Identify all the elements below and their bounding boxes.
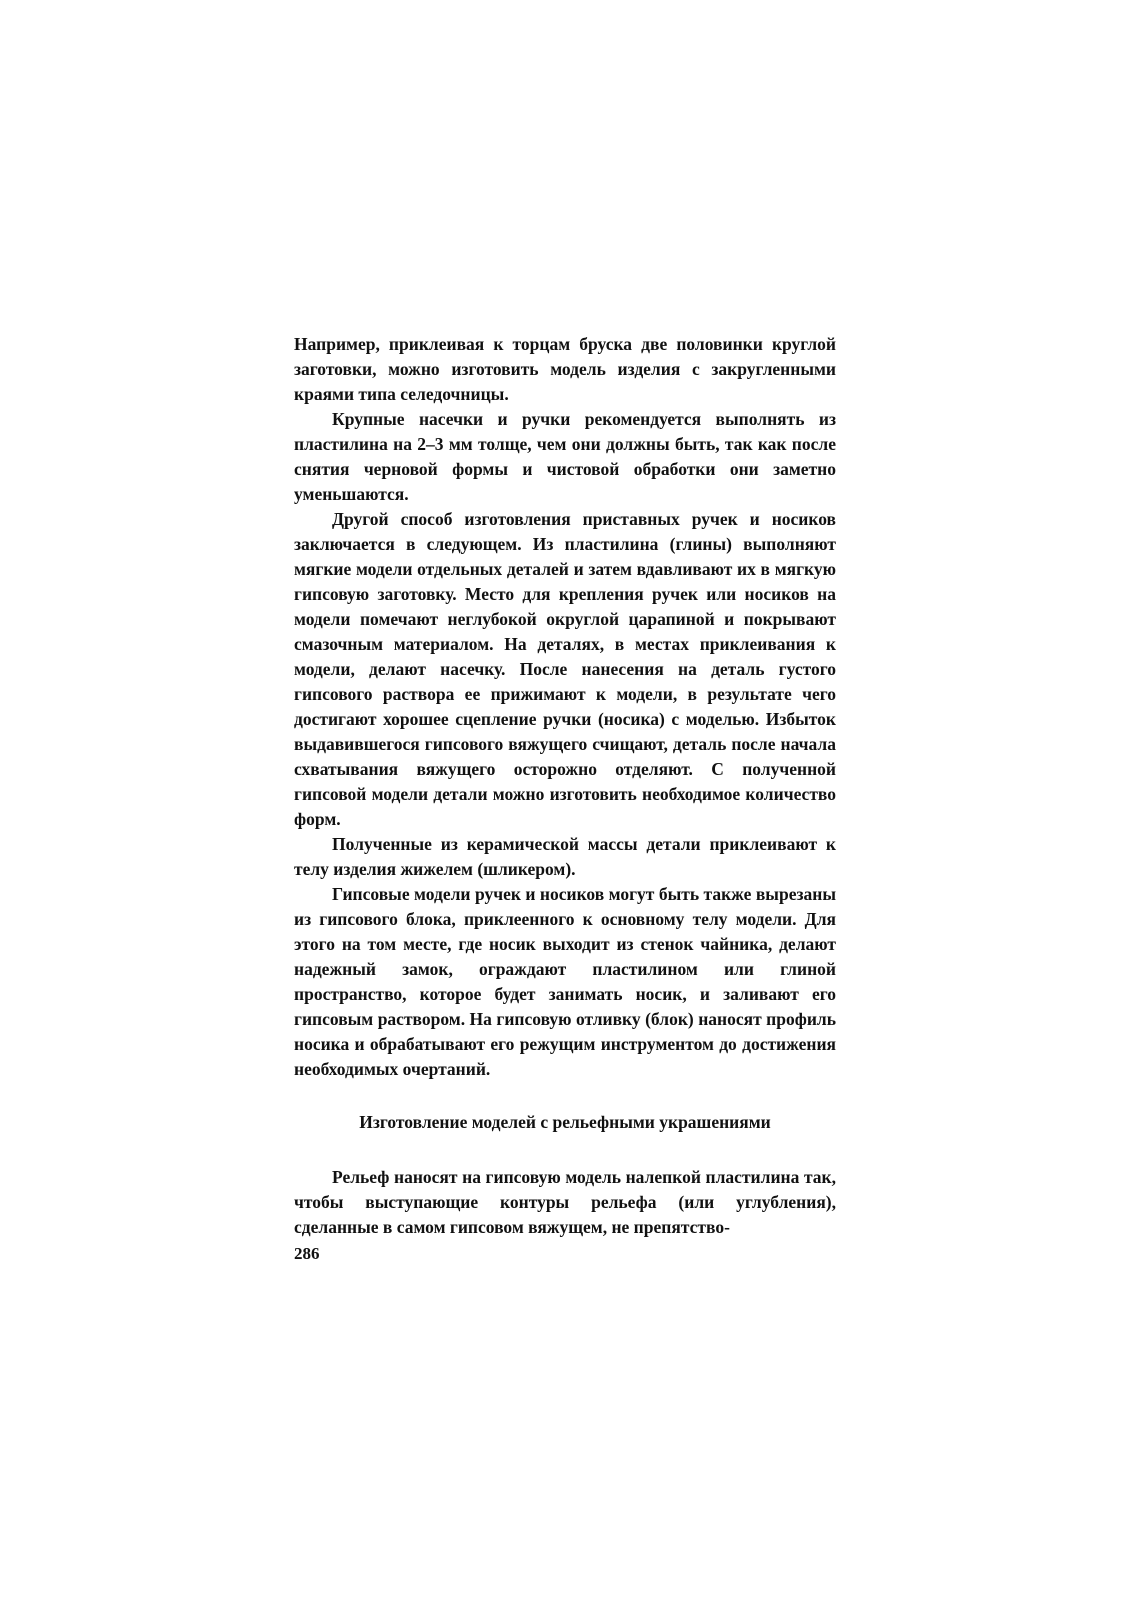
paragraph-4: Полученные из керамической массы детали приклеивают к телу изделия жижелем (шликером).: [294, 834, 836, 879]
section-heading: Изготовление моделей с рельефными украшениями: [359, 1112, 771, 1132]
paragraph-1: Например, приклеивая к торцам бруска две половинки круглой заготовки, можно изготовить модель изделия с закругленными краями типа селедочницы.: [294, 334, 836, 404]
paragraph-6: Рельеф наносят на гипсовую модель налепкой пластилина так, чтобы выступающие контуры рельефа (или углубления), сделанные в самом гипсовом вяжущем, не препятство-: [294, 1167, 836, 1237]
paragraph-5: Гипсовые модели ручек и носиков могут быть также вырезаны из гипсового блока, приклеенного к основному телу модели. Для этого на том месте, где носик выходит из стенок чайника, делают надежный замок, ограждают пластилином или глиной пространство, которое будет занимать носик, и заливают его гипсовым раствором. На гипсовую отливку (блок) наносят профиль носика и обрабатывают его режущим инструментом до достижения необходимых очертаний.: [294, 884, 836, 1079]
page-text: [294, 332, 836, 1240]
paragraph-2: Крупные насечки и ручки рекомендуется выполнять из пластилина на 2–3 мм толще, чем они должны быть, так как после снятия черновой формы и чистовой обработки они заметно уменьшаются.: [294, 409, 836, 504]
page-number: 286: [294, 1244, 320, 1263]
paragraph-3: Другой способ изготовления приставных ручек и носиков заключается в следующем. Из пластилина (глины) выполняют мягкие модели отдельных деталей и затем вдавливают их в мягкую гипсовую заготовку. Место для крепления ручек или носиков на модели помечают неглубокой округлой царапиной и покрывают смазочным материалом. На деталях, в местах приклеивания к модели, делают насечку. После нанесения на деталь густого гипсового раствора ее прижимают к модели, в результате чего достигают хорошее сцепление ручки (носика) с моделью. Избыток выдавившегося гипсового вяжущего счищают, деталь после начала схватывания вяжущего осторожно отделяют. С полученной гипсовой модели детали можно изготовить необходимое количество форм.: [294, 509, 836, 829]
